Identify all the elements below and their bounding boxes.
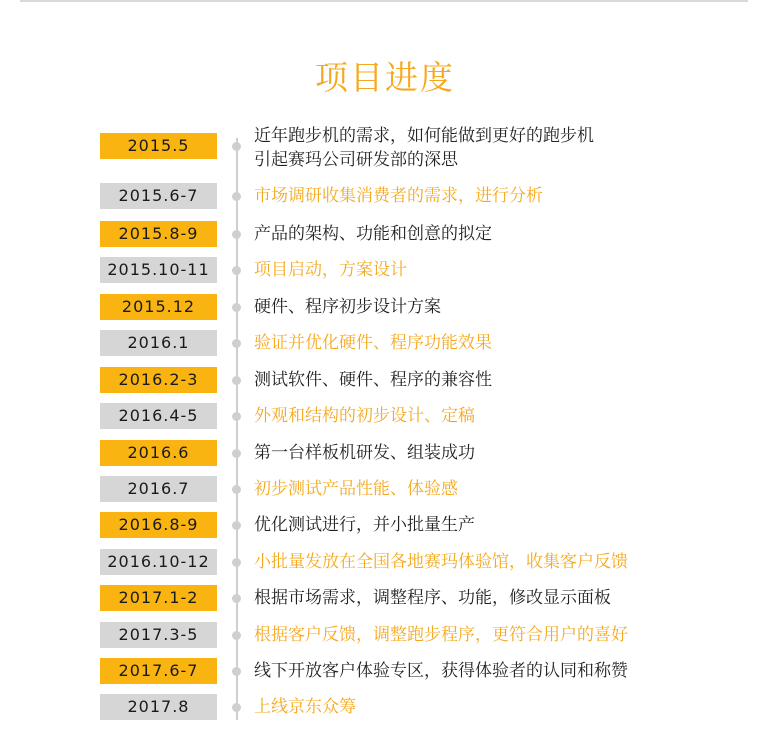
date-tag: 2016.2-3 — [100, 367, 217, 393]
timeline-dot — [232, 142, 241, 151]
top-divider — [20, 0, 748, 2]
timeline-row — [0, 367, 770, 393]
milestone-description: 线下开放客户体验专区，获得体验者的认同和称赞 — [254, 661, 628, 681]
milestone-description: 第一台样板机研发、组装成功 — [254, 443, 475, 463]
timeline-dot — [232, 339, 241, 348]
timeline-dot — [232, 631, 241, 640]
date-tag: 2016.7 — [100, 476, 217, 502]
milestone-description: 优化测试进行，并小批量生产 — [254, 515, 475, 535]
timeline-row — [0, 294, 770, 320]
date-tag: 2017.6-7 — [100, 658, 217, 684]
milestone-description: 项目启动，方案设计 — [254, 260, 407, 280]
milestone-description: 上线京东众筹 — [254, 697, 356, 717]
milestone-description: 测试软件、硬件、程序的兼容性 — [254, 370, 492, 390]
page-title: 项目进度 — [315, 58, 455, 97]
timeline-dot — [232, 521, 241, 530]
milestone-description: 根据客户反馈，调整跑步程序，更符合用户的喜好 — [254, 625, 628, 645]
timeline-row — [0, 512, 770, 538]
timeline-row — [0, 221, 770, 247]
date-tag: 2017.1-2 — [100, 585, 217, 611]
timeline-dot — [232, 266, 241, 275]
timeline-row — [0, 183, 770, 209]
milestone-description: 根据市场需求，调整程序、功能，修改显示面板 — [254, 588, 611, 608]
timeline-row — [0, 549, 770, 575]
date-tag: 2015.5 — [100, 133, 217, 159]
milestone-description: 验证并优化硬件、程序功能效果 — [254, 333, 492, 353]
timeline-row — [0, 476, 770, 502]
timeline-row — [0, 403, 770, 429]
date-tag: 2016.4-5 — [100, 403, 217, 429]
milestone-description: 小批量发放在全国各地赛玛体验馆，收集客户反馈 — [254, 552, 628, 572]
date-tag: 2015.6-7 — [100, 183, 217, 209]
timeline-row — [0, 622, 770, 648]
date-tag: 2017.3-5 — [100, 622, 217, 648]
date-tag: 2015.10-11 — [100, 257, 217, 283]
timeline-dot — [232, 376, 241, 385]
date-tag: 2016.8-9 — [100, 512, 217, 538]
date-tag: 2015.8-9 — [100, 221, 217, 247]
date-tag: 2016.10-12 — [100, 549, 217, 575]
timeline-dot — [232, 412, 241, 421]
milestone-description: 近年跑步机的需求，如何能做到更好的跑步机 引起赛玛公司研发部的深思 — [254, 126, 594, 170]
date-tag: 2016.6 — [100, 440, 217, 466]
timeline-row — [0, 658, 770, 684]
timeline-row — [0, 694, 770, 720]
timeline-dot — [232, 192, 241, 201]
milestone-description: 硬件、程序初步设计方案 — [254, 297, 441, 317]
timeline-row — [0, 440, 770, 466]
date-tag: 2016.1 — [100, 330, 217, 356]
milestone-description: 市场调研收集消费者的需求，进行分析 — [254, 186, 543, 206]
date-tag: 2017.8 — [100, 694, 217, 720]
milestone-description: 外观和结构的初步设计、定稿 — [254, 406, 475, 426]
date-tag: 2015.12 — [100, 294, 217, 320]
timeline-row — [0, 330, 770, 356]
milestone-description: 产品的架构、功能和创意的拟定 — [254, 224, 492, 244]
timeline-row — [0, 585, 770, 611]
timeline-row — [0, 257, 770, 283]
timeline-dot — [232, 558, 241, 567]
timeline-row — [0, 126, 770, 170]
timeline-dot — [232, 230, 241, 239]
timeline-dot — [232, 303, 241, 312]
milestone-description: 初步测试产品性能、体验感 — [254, 479, 458, 499]
timeline-dot — [232, 594, 241, 603]
timeline-dot — [232, 703, 241, 712]
timeline-dot — [232, 485, 241, 494]
timeline-dot — [232, 449, 241, 458]
timeline-dot — [232, 667, 241, 676]
